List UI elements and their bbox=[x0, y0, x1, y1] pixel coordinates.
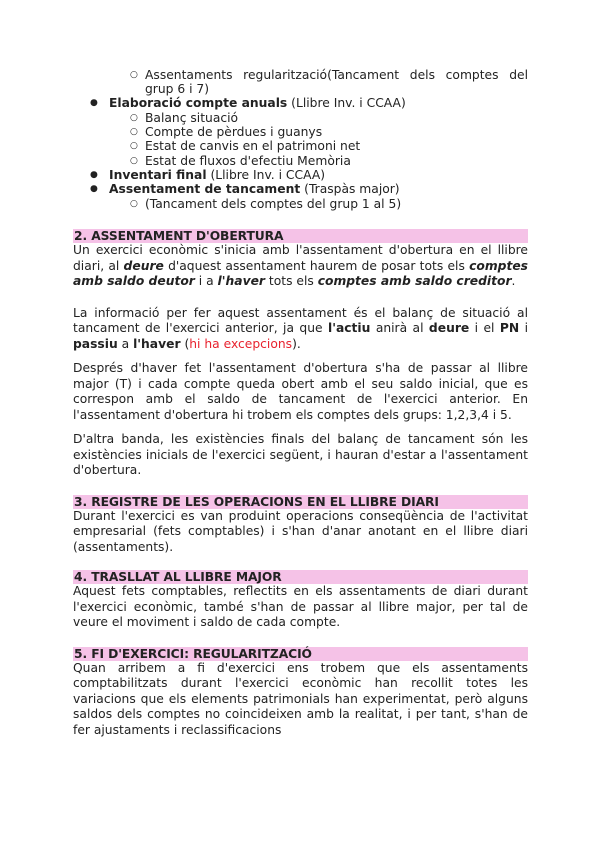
outline-item-bold: Inventari final bbox=[109, 167, 207, 182]
outline-subitem-perdues-guanys: ○ Compte de pèrdues i guanys bbox=[73, 125, 528, 139]
emphasis: l'haver bbox=[133, 336, 181, 351]
outline-subitem-balanc: ○ Balanç situació bbox=[73, 111, 528, 125]
outline-item-inventari bbox=[73, 168, 528, 183]
paragraph-obertura-3: Després d'haver fet l'assentament d'obertura s'ha de passar al llibre major (T) i cada compte queda obert amb el seu saldo inicial, que es correspon amb el saldo de tancament de l'exercici anterior. En l'assentament d'obertura hi trobem els comptes dels grups: 1,2,3,4 i 5. bbox=[73, 361, 528, 422]
text: La informació per fer aquest assentament és el balanç de situació al tancament de l'exercici anterior, ja que bbox=[73, 305, 528, 336]
emphasis: comptes amb saldo deutor bbox=[73, 258, 528, 289]
text: ( bbox=[180, 336, 190, 351]
outline-item-rest: (Llibre Inv. i CCAA) bbox=[206, 167, 326, 182]
text: d'aquest assentament haurem de posar tots els bbox=[163, 258, 470, 273]
paragraph-trasllat: Aquest fets comptables, reflectits en els assentaments de diari durant l'exercici econòmic, també s'han de passar al llibre major, per tal de veure el moviment i saldo de cada compte. bbox=[73, 584, 528, 630]
emphasis: l'actiu bbox=[327, 321, 371, 336]
text: ). bbox=[292, 336, 301, 351]
paragraph-obertura-2 bbox=[73, 306, 528, 353]
section-heading-obertura: 2. ASSENTAMENT D'OBERTURA bbox=[73, 229, 528, 243]
text: a bbox=[117, 336, 134, 351]
document-page bbox=[73, 68, 528, 738]
outline-item-tancament bbox=[73, 182, 528, 197]
outline-subitem-tancament-grups: ○ (Tancament dels comptes del grup 1 al 5) bbox=[73, 197, 528, 211]
highlight-excepcions: hi ha excepcions bbox=[189, 336, 293, 351]
emphasis: comptes amb saldo creditor bbox=[317, 274, 512, 289]
section-heading-registre: 3. REGISTRE DE LES OPERACIONS EN EL LLIBRE DIARI bbox=[73, 495, 528, 509]
outline-item-bold: Assentament de tancament bbox=[109, 182, 301, 197]
outline-subitem-fluxos-efectiu: ○ Estat de fluxos d'efectiu Memòria bbox=[73, 154, 528, 168]
text: tots els bbox=[265, 274, 318, 289]
text: Un exercici econòmic s'inicia amb l'assentament d'obertura en el llibre diari, al bbox=[73, 243, 528, 273]
text: i bbox=[519, 321, 528, 336]
text: anirà al bbox=[370, 321, 429, 336]
outline-item-comptes-anuals bbox=[73, 96, 528, 111]
emphasis: PN bbox=[499, 321, 520, 336]
outline-subitem-patrimoni-net: ○ Estat de canvis en el patrimoni net bbox=[73, 139, 528, 153]
outline-item-bold: Elaboració compte anuals bbox=[109, 96, 288, 111]
outline-subitem-regularitzacio: ○ Assentaments regularització(Tancament dels comptes del grup 6 i 7) bbox=[73, 68, 528, 96]
paragraph-obertura-4: D'altra banda, les existències finals del balanç de tancament són les existències inicials de l'exercici següent, i hauran d'estar a l'assentament d'obertura. bbox=[73, 432, 528, 478]
text: . bbox=[511, 274, 516, 289]
text: i el bbox=[469, 321, 500, 336]
emphasis: l'haver bbox=[217, 274, 265, 289]
paragraph-registre: Durant l'exercici es van produint operacions conseqüència de l'activitat empresarial (fets comptables) i s'han d'anar anotant en el llibre diari (assentaments). bbox=[73, 508, 528, 554]
emphasis: deure bbox=[428, 321, 470, 336]
outline-list bbox=[73, 68, 528, 211]
paragraph-obertura-1 bbox=[73, 243, 528, 290]
text: i a bbox=[194, 274, 218, 289]
emphasis: passiu bbox=[73, 336, 118, 351]
emphasis: deure bbox=[123, 258, 164, 273]
paragraph-regularitzacio: Quan arribem a fi d'exercici ens trobem que els assentaments comptabilitzats durant l'exercici econòmic han recollit totes les variacions que els elements patrimonials han experimentat, però alguns saldos dels comptes no coincideixen amb la realitat, i per tant, s'han de fer ajustaments i reclassificacions bbox=[73, 660, 528, 737]
outline-item-rest: (Llibre Inv. i CCAA) bbox=[287, 96, 406, 111]
section-heading-trasllat: 4. TRASLLAT AL LLIBRE MAJOR bbox=[73, 570, 528, 584]
section-heading-regularitzacio: 5. FI D'EXERCICI: REGULARITZACIÓ bbox=[73, 647, 528, 661]
outline-item-rest: (Traspàs major) bbox=[300, 182, 400, 197]
